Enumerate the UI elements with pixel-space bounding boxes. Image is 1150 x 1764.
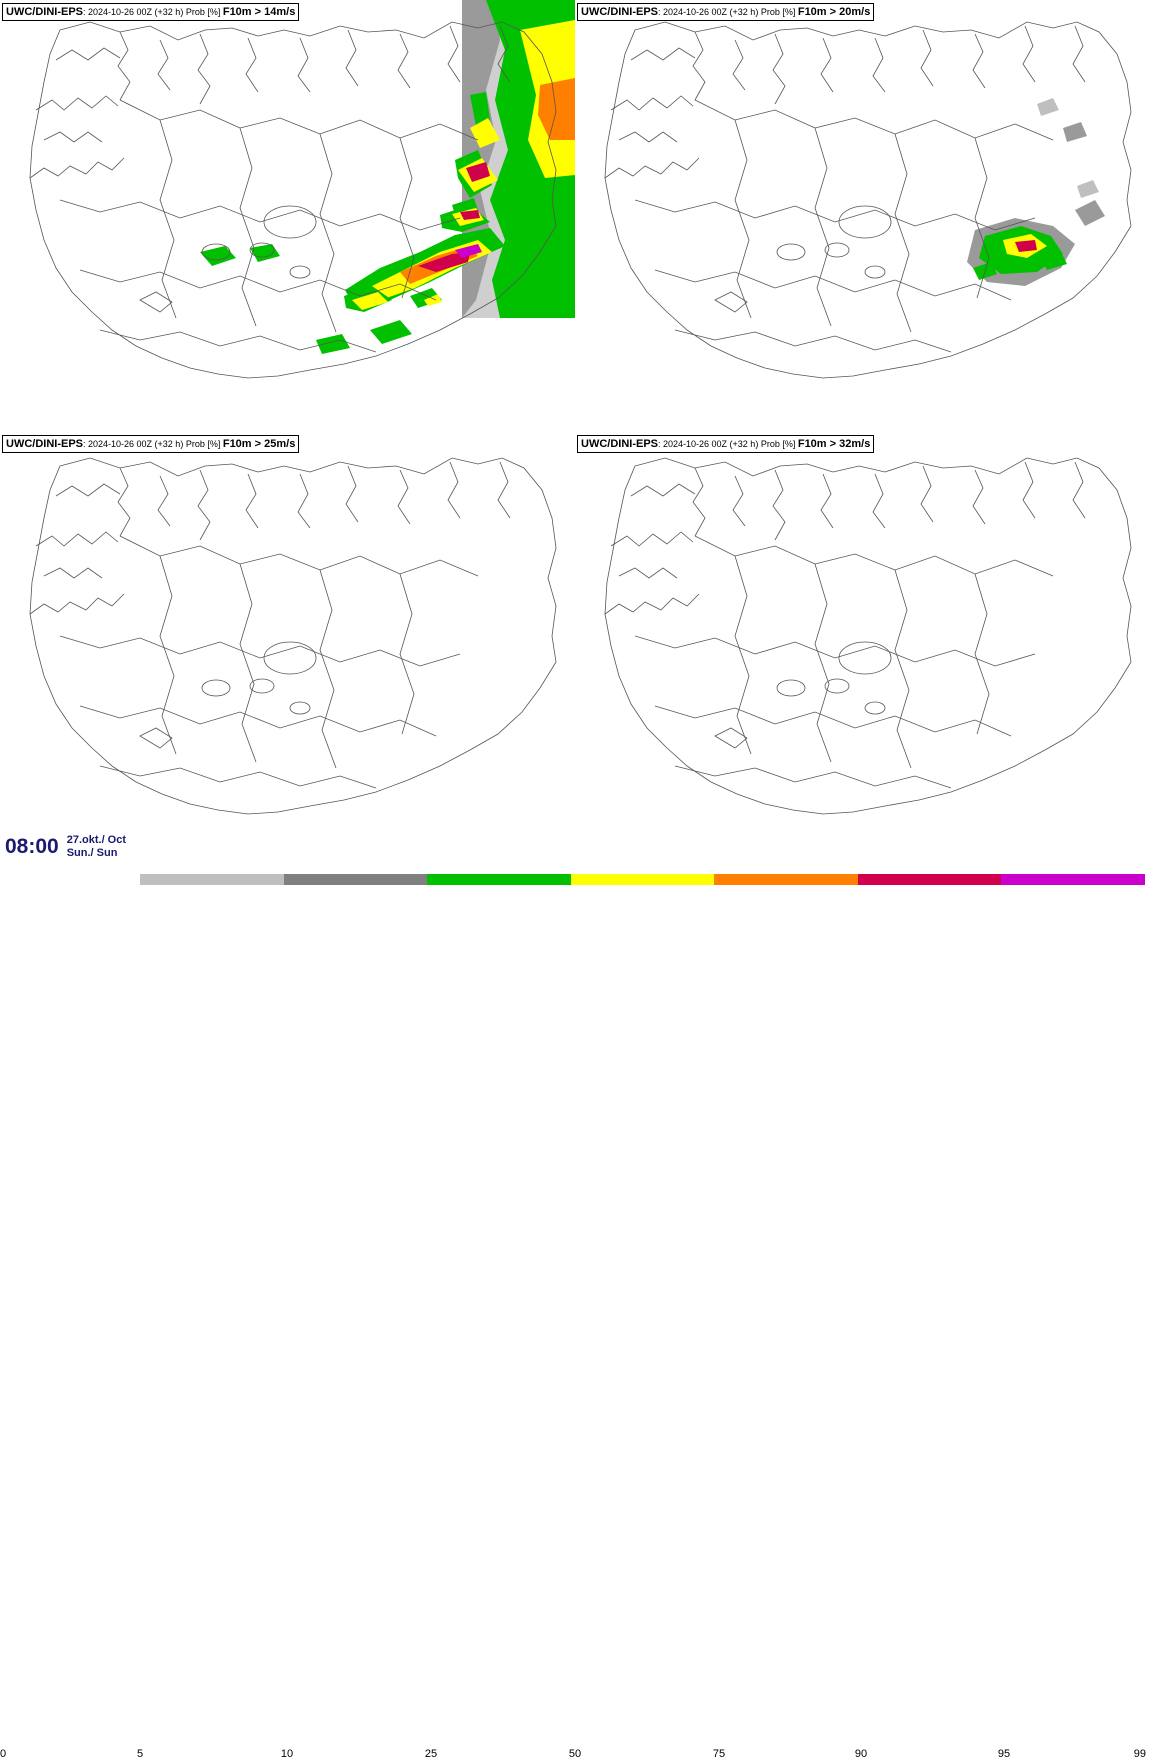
panel-title bbox=[577, 435, 874, 453]
colorbar-segment bbox=[571, 874, 715, 885]
coastline-layer bbox=[30, 458, 556, 814]
probability-colorbar bbox=[0, 874, 1146, 1760]
colorbar-ticks bbox=[0, 1748, 1150, 1764]
map-panel-25ms[interactable] bbox=[0, 432, 575, 864]
map-panel-32ms[interactable] bbox=[575, 432, 1150, 864]
map-canvas bbox=[575, 432, 1150, 864]
colorbar-segment bbox=[1001, 874, 1145, 885]
panel-model-label: UWC/DINI-EPS bbox=[581, 6, 658, 18]
colorbar-segment bbox=[714, 874, 858, 885]
iceland-map-svg bbox=[0, 0, 575, 432]
panel-model-label: UWC/DINI-EPS bbox=[6, 438, 83, 450]
colorbar-tick-label: 5 bbox=[136, 1748, 144, 1760]
iceland-map-svg bbox=[575, 432, 1150, 864]
valid-time: 08:00 bbox=[5, 835, 59, 858]
panel-run-label: : 2024-10-26 00Z (+32 h) Prob [%] bbox=[83, 439, 223, 449]
panel-param-label: F10m > 20m/s bbox=[797, 6, 871, 18]
valid-date-line1: 27.okt./ Oct bbox=[66, 834, 127, 846]
colorbar-segment bbox=[858, 874, 1002, 885]
colorbar-tick-label: 10 bbox=[280, 1748, 294, 1760]
map-panel-20ms[interactable] bbox=[575, 0, 1150, 432]
panel-run-label: : 2024-10-26 00Z (+32 h) Prob [%] bbox=[658, 439, 798, 449]
colorbar-segment bbox=[284, 874, 428, 885]
map-canvas bbox=[0, 0, 575, 432]
panel-param-label: F10m > 14m/s bbox=[222, 6, 296, 18]
colorbar-tick-label: 75 bbox=[712, 1748, 726, 1760]
probability-shading-layer bbox=[200, 0, 575, 354]
coastline-layer bbox=[605, 458, 1131, 814]
valid-date-line2: Sun./ Sun bbox=[66, 847, 118, 859]
colorbar-tick-label: 99 bbox=[1133, 1748, 1146, 1760]
colorbar-tick-label: 25 bbox=[424, 1748, 438, 1760]
panel-title bbox=[577, 3, 874, 21]
valid-time-stamp bbox=[0, 826, 136, 868]
colorbar-tick-label: 90 bbox=[854, 1748, 868, 1760]
panel-title bbox=[2, 435, 299, 453]
map-canvas bbox=[0, 432, 575, 864]
colorbar-gradient bbox=[140, 874, 1145, 885]
colorbar-tick-label: 95 bbox=[997, 1748, 1011, 1760]
panel-model-label: UWC/DINI-EPS bbox=[581, 438, 658, 450]
colorbar-tick-label: 0 bbox=[0, 1748, 7, 1760]
probability-shading-layer bbox=[967, 98, 1105, 286]
panel-param-label: F10m > 32m/s bbox=[797, 438, 871, 450]
coastline-layer bbox=[605, 22, 1131, 378]
colorbar-segment bbox=[427, 874, 571, 885]
panel-run-label: : 2024-10-26 00Z (+32 h) Prob [%] bbox=[83, 7, 223, 17]
valid-date bbox=[67, 834, 126, 860]
iceland-map-svg bbox=[0, 432, 575, 864]
iceland-map-svg bbox=[575, 0, 1150, 432]
colorbar-segment bbox=[140, 874, 284, 885]
panel-run-label: : 2024-10-26 00Z (+32 h) Prob [%] bbox=[658, 7, 798, 17]
map-canvas bbox=[575, 0, 1150, 432]
map-panel-14ms[interactable] bbox=[0, 0, 575, 432]
panel-model-label: UWC/DINI-EPS bbox=[6, 6, 83, 18]
colorbar-tick-label: 50 bbox=[568, 1748, 582, 1760]
panel-title bbox=[2, 3, 299, 21]
panel-param-label: F10m > 25m/s bbox=[222, 438, 296, 450]
